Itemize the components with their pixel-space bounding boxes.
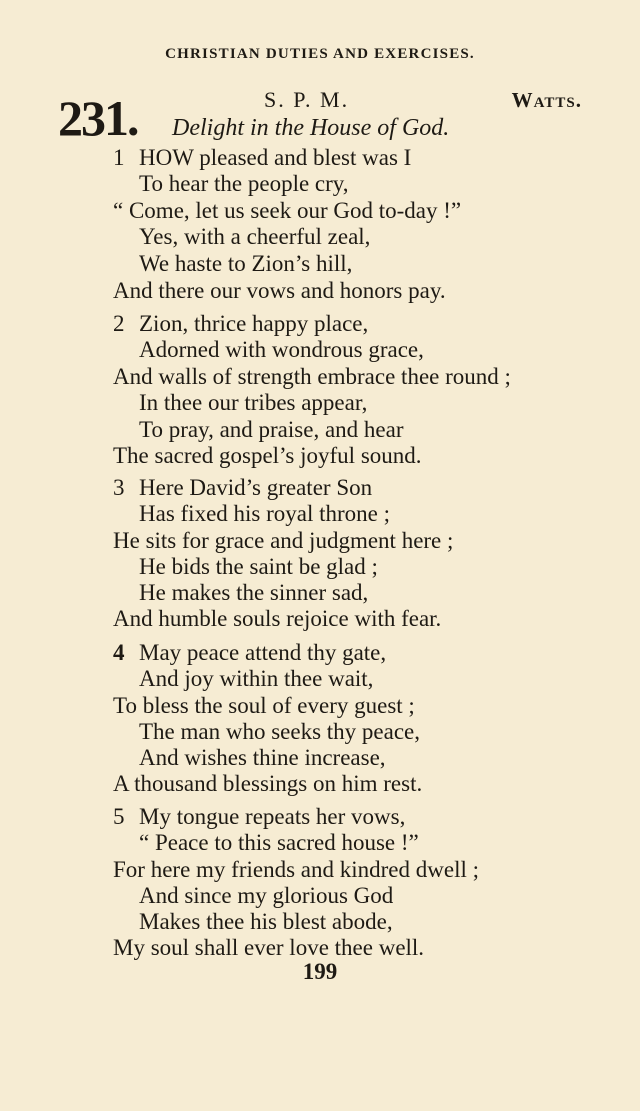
hymn-meter: S. P. M. — [264, 87, 350, 112]
verse-line: He bids the saint be glad ; — [139, 554, 378, 579]
verse-line: In thee our tribes appear, — [139, 390, 368, 415]
verse-line: And wishes thine increase, — [139, 745, 386, 770]
stanza-number: 1 — [113, 145, 125, 170]
hymn-title: Delight in the House of God. — [172, 115, 450, 141]
stanza-number: 2 — [113, 311, 125, 336]
verse-line: To pray, and praise, and hear — [139, 417, 404, 442]
hymn-author: Watts. — [511, 88, 582, 112]
verse-line: And walls of strength embrace thee round ; — [113, 364, 511, 389]
page-number: 199 — [302, 959, 338, 984]
verse-line: HOW pleased and blest was I — [139, 145, 412, 170]
verse-line: My tongue repeats her vows, — [139, 804, 406, 829]
verse-line: To hear the people cry, — [139, 171, 349, 196]
verse-line: Has fixed his royal throne ; — [139, 501, 391, 526]
verse-line: For here my friends and kindred dwell ; — [113, 857, 479, 882]
verse-line: And there our vows and honors pay. — [113, 278, 446, 303]
stanza-number: 4 — [113, 640, 125, 665]
verse-line: “ Come, let us seek our God to-day !” — [113, 198, 462, 223]
verse-line: The sacred gospel’s joyful sound. — [113, 443, 422, 468]
verse-line: Here David’s greater Son — [139, 475, 373, 500]
verse-line: A thousand blessings on him rest. — [113, 771, 423, 796]
verse-line: My soul shall ever love thee well. — [113, 935, 425, 960]
verse-line: He makes the sinner sad, — [139, 580, 369, 605]
verse-line: Zion, thrice happy place, — [139, 311, 369, 336]
verse-line: May peace attend thy gate, — [139, 640, 387, 665]
verse-line: We haste to Zion’s hill, — [139, 251, 353, 276]
stanza-number: 3 — [113, 475, 125, 500]
verse-line: Yes, with a cheerful zeal, — [139, 224, 371, 249]
verse-line: And humble souls rejoice with fear. — [113, 606, 442, 631]
verse-line: And since my glorious God — [139, 883, 394, 908]
hymn-number: 231. — [58, 90, 138, 146]
stanza-number: 5 — [113, 804, 125, 829]
verse-line: The man who seeks thy peace, — [139, 719, 421, 744]
verse-line: Makes thee his blest abode, — [139, 909, 393, 934]
verse-line: Adorned with wondrous grace, — [139, 337, 424, 362]
running-head: CHRISTIAN DUTIES AND EXERCISES. — [165, 46, 475, 62]
verse-line: “ Peace to this sacred house !” — [139, 830, 419, 855]
verse-line: To bless the soul of every guest ; — [113, 693, 415, 718]
verse-line: And joy within thee wait, — [139, 666, 374, 691]
verse-line: He sits for grace and judgment here ; — [113, 528, 454, 553]
